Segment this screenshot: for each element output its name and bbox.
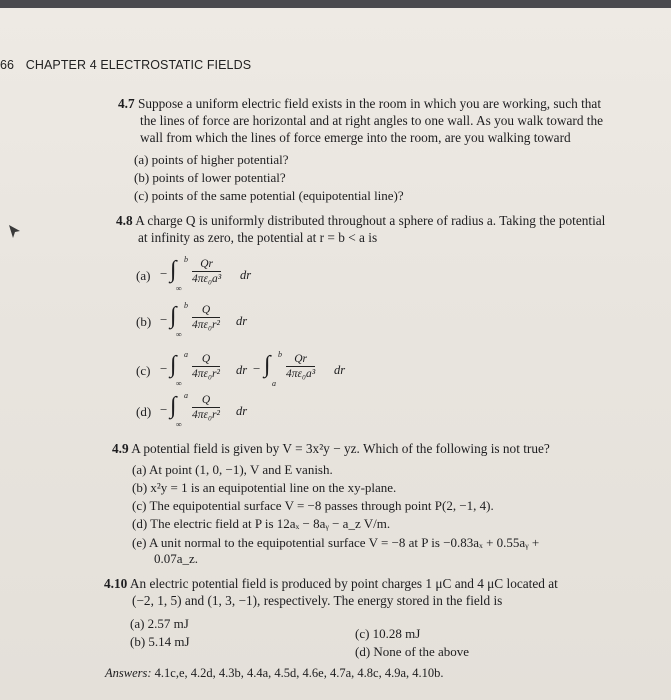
q47-line-1 [118, 96, 601, 112]
q48-d-numerator: Q [192, 394, 220, 408]
q48-text-1: A charge Q is uniformly distributed throughout a sphere of radius a. Taking the potential [135, 213, 606, 228]
q47-text-1: Suppose a uniform electric field exists in the room in which you are working, such that [137, 96, 602, 111]
q48-option-b-label: (b) [136, 314, 152, 329]
q48-c-dr-2: dr [334, 363, 346, 377]
q48-c-lower-1: ∞ [176, 379, 182, 388]
q48-c-minus-2: − [253, 361, 261, 376]
q48-c-upper-1: a [184, 350, 188, 359]
q48-a-upper: b [184, 255, 188, 264]
q48-c-fraction-2 [286, 353, 315, 380]
q48-d-minus: − [160, 402, 168, 417]
q410-option-a: (a) 2.57 mJ [130, 616, 189, 631]
q48-d-denominator: 4πε₀r² [192, 409, 220, 421]
q410-line-2: (−2, 1, 5) and (1, 3, −1), respectively. The energy stored in the field is [132, 593, 503, 608]
q48-a-integral: ∫ [170, 257, 177, 283]
q48-line-1 [116, 213, 605, 229]
q49-option-d: (d) The electric field at P is 12aₓ − 8aᵧ − a_z V/m. [132, 516, 391, 531]
q48-c-lower-2: a [272, 379, 276, 388]
q48-d-upper: a [184, 391, 188, 400]
q48-a-fraction [192, 258, 221, 285]
q47-option-a: (a) points of higher potential? [134, 152, 289, 167]
q410-option-b: (b) 5.14 mJ [130, 634, 190, 649]
q48-a-lower: ∞ [176, 284, 182, 293]
q48-d-fraction [192, 394, 220, 421]
answers-text: 4.1c,e, 4.2d, 4.3b, 4.4a, 4.5d, 4.6e, 4.7a, 4.8c, 4.9a, 4.10b. [154, 666, 444, 680]
q48-b-dr: dr [236, 314, 248, 328]
q48-b-integral: ∫ [170, 303, 177, 329]
q47-line-3: wall from which the lines of force emerge into the room, are you walking toward [140, 130, 571, 145]
page-header [0, 58, 251, 72]
q48-c-denominator-2: 4πε₀a³ [286, 368, 316, 380]
q48-c-integral-2: ∫ [264, 352, 271, 378]
q48-c-integral-1: ∫ [170, 352, 177, 378]
q49-option-e-cont: 0.07a_z. [154, 551, 199, 566]
q48-b-lower: ∞ [176, 330, 182, 339]
q47-number: 4.7 [118, 96, 135, 111]
q410-number: 4.10 [104, 576, 128, 591]
top-shadow-band [0, 0, 671, 8]
q48-b-numerator: Q [192, 304, 220, 318]
q48-a-dr: dr [240, 268, 252, 282]
q48-option-a-label: (a) [136, 268, 151, 283]
q49-option-c: (c) The equipotential surface V = −8 passes through point P(2, −1, 4). [132, 498, 494, 513]
q48-c-minus-1: − [160, 361, 168, 376]
q48-c-numerator-1: Q [192, 353, 220, 367]
q48-number: 4.8 [116, 213, 133, 228]
chapter-title: CHAPTER 4 ELECTROSTATIC FIELDS [25, 58, 252, 72]
q48-d-integral: ∫ [170, 393, 177, 419]
q49-option-e: (e) A unit normal to the equipotential surface V = −8 at P is −0.83aₓ + 0.55aᵧ + [132, 535, 540, 550]
q410-text-1: An electric potential field is produced by point charges 1 μC and 4 μC located at [129, 576, 558, 591]
q49-number: 4.9 [112, 441, 129, 456]
q48-option-c-label: (c) [136, 363, 151, 378]
q48-d-dr: dr [236, 404, 248, 418]
q48-a-numerator: Qr [192, 258, 221, 272]
q48-c-denominator-1: 4πε₀r² [192, 368, 220, 380]
q410-line-1 [104, 576, 558, 592]
q48-b-denominator: 4πε₀r² [192, 319, 220, 331]
mouse-cursor-icon [8, 224, 22, 245]
q48-d-lower: ∞ [176, 420, 182, 429]
q48-a-minus: − [160, 266, 168, 281]
q49-option-a: (a) At point (1, 0, −1), V and E vanish. [132, 462, 333, 477]
q48-line-2: at infinity as zero, the potential at r = b < a is [138, 230, 378, 245]
q48-a-denominator: 4πε₀a³ [192, 273, 222, 285]
q410-option-d: (d) None of the above [355, 644, 470, 659]
q48-c-fraction-1 [192, 353, 220, 380]
q48-b-minus: − [160, 312, 168, 327]
q48-c-numerator-2: Qr [286, 353, 315, 367]
q47-option-c: (c) points of the same potential (equipotential line)? [134, 188, 404, 203]
q47-line-2: the lines of force are horizontal and at right angles to one wall. As you walk toward the [140, 113, 604, 128]
answers-label: Answers: [105, 666, 152, 680]
q48-c-dr-1: dr [236, 363, 248, 377]
q49-stem-line [112, 441, 550, 457]
q48-b-fraction [192, 304, 220, 331]
q48-c-upper-2: b [278, 350, 282, 359]
page-number: 66 [0, 58, 15, 72]
q47-option-b: (b) points of lower potential? [134, 170, 286, 185]
q410-option-c: (c) 10.28 mJ [355, 626, 421, 641]
q49-option-b: (b) x²y = 1 is an equipotential line on the xy-plane. [132, 480, 397, 495]
answers-line [105, 666, 444, 681]
q48-option-d-label: (d) [136, 404, 152, 419]
q49-stem: A potential field is given by V = 3x²y − yz. Which of the following is not true? [131, 441, 550, 456]
q48-b-upper: b [184, 301, 188, 310]
